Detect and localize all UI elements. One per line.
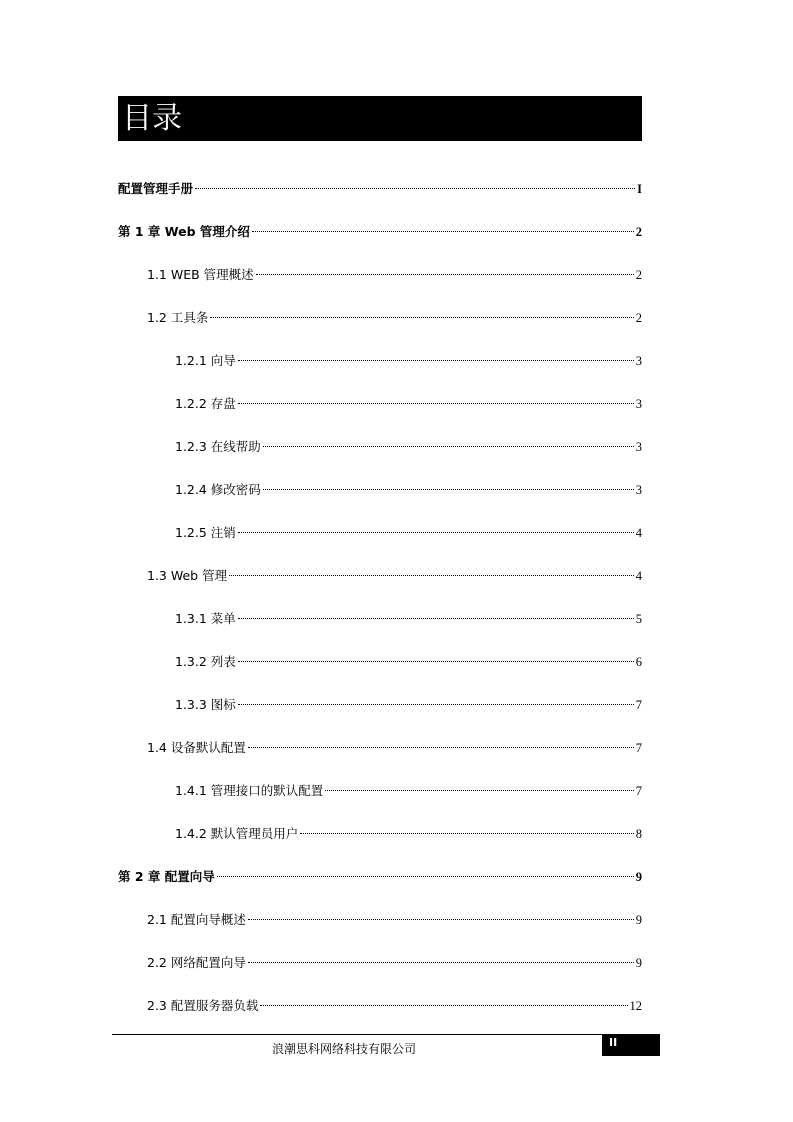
toc-entry[interactable]: [147, 911, 642, 929]
toc-dot-leader: [210, 316, 633, 318]
toc-entry-page: 2: [635, 225, 642, 239]
toc-dot-leader: [238, 359, 634, 361]
toc-entry[interactable]: [147, 567, 642, 585]
toc-entry-title: 1.4.2 默认管理员用户: [175, 826, 299, 841]
toc-entry-page: 7: [635, 784, 642, 798]
toc-entry-title: 1.2.4 修改密码: [175, 482, 261, 497]
toc-entry-title: 1.3.2 列表: [175, 654, 236, 669]
toc-entry-title: 1.2.2 存盘: [175, 396, 236, 411]
toc-dot-leader: [263, 445, 634, 447]
toc-entry[interactable]: [175, 610, 642, 628]
toc-entry[interactable]: [118, 223, 642, 241]
toc-entry-title: 1.3 Web 管理: [147, 568, 228, 583]
toc-entry-title: 2.1 配置向导概述: [147, 912, 246, 927]
toc-entry[interactable]: [118, 180, 642, 198]
toc-entry[interactable]: [175, 782, 642, 800]
toc-dot-leader: [248, 746, 634, 748]
toc-entry-title: 1.3.1 菜单: [175, 611, 236, 626]
toc-entry[interactable]: [175, 438, 642, 456]
toc-entry-page: 3: [635, 483, 642, 497]
toc-dot-leader: [238, 617, 634, 619]
toc-entry-page: 9: [635, 913, 642, 927]
toc-entry-title: 1.3.3 图标: [175, 697, 236, 712]
toc-dot-leader: [252, 230, 634, 232]
toc-title: 目录: [118, 96, 642, 141]
toc-entry-title: 2.2 网络配置向导: [147, 955, 246, 970]
toc-entry-page: 5: [635, 612, 642, 626]
toc-dot-leader: [248, 918, 634, 920]
toc-dot-leader: [229, 574, 634, 576]
toc-dot-leader: [217, 875, 634, 877]
toc-dot-leader: [238, 660, 634, 662]
toc-entry-page: 7: [635, 741, 642, 755]
toc-entry-title: 1.2 工具条: [147, 310, 209, 325]
toc-dot-leader: [238, 531, 634, 533]
toc-entry[interactable]: [147, 997, 642, 1015]
toc-entry-page: 3: [635, 354, 642, 368]
toc-entry-title: 1.1 WEB 管理概述: [147, 267, 254, 282]
toc-entry-title: 第 1 章 Web 管理介绍: [118, 224, 250, 239]
toc-dot-leader: [260, 1004, 627, 1006]
toc-entry-title: 1.4 设备默认配置: [147, 740, 246, 755]
toc-dot-leader: [325, 789, 633, 791]
toc-entry-page: 3: [635, 440, 642, 454]
toc-entry-title: 第 2 章 配置向导: [118, 869, 215, 884]
toc-entry[interactable]: [175, 481, 642, 499]
toc-entry-title: 1.2.1 向导: [175, 353, 236, 368]
toc-entry[interactable]: [175, 825, 642, 843]
toc-entry[interactable]: [147, 309, 642, 327]
toc-entry-page: 9: [635, 956, 642, 970]
toc-dot-leader: [263, 488, 634, 490]
toc-entry-page: I: [637, 182, 642, 196]
toc-entry-title: 配置管理手册: [118, 181, 194, 196]
toc-entry[interactable]: [175, 395, 642, 413]
toc-entry-page: 4: [635, 569, 642, 583]
toc-entry-page: 7: [635, 698, 642, 712]
toc-entry-title: 1.2.5 注销: [175, 525, 236, 540]
footer-page-number: II: [602, 1034, 660, 1056]
toc-entry-title: 1.2.3 在线帮助: [175, 439, 261, 454]
toc-entry-page: 2: [635, 311, 642, 325]
toc-entry[interactable]: [147, 266, 642, 284]
toc-dot-leader: [256, 273, 634, 275]
toc-entry-page: 2: [635, 268, 642, 282]
toc-entry-page: 9: [635, 870, 642, 884]
toc-entry-page: 6: [635, 655, 642, 669]
toc-entry[interactable]: [147, 739, 642, 757]
footer-divider: [112, 1034, 660, 1035]
toc-entry[interactable]: [147, 954, 642, 972]
toc-dot-leader: [238, 703, 634, 705]
toc-entry-page: 8: [635, 827, 642, 841]
toc-entry[interactable]: [175, 524, 642, 542]
toc-dot-leader: [300, 832, 633, 834]
toc-entry-page: 12: [629, 999, 642, 1013]
toc-entry-page: 4: [635, 526, 642, 540]
footer-company-name: 浪潮思科网络科技有限公司: [272, 1042, 417, 1056]
toc-entry-page: 3: [635, 397, 642, 411]
toc-entry[interactable]: [175, 653, 642, 671]
toc-dot-leader: [195, 187, 635, 189]
toc-dot-leader: [238, 402, 634, 404]
toc-entry[interactable]: [175, 696, 642, 714]
toc-entry-title: 2.3 配置服务器负载: [147, 998, 259, 1013]
toc-entry[interactable]: [175, 352, 642, 370]
toc-dot-leader: [248, 961, 634, 963]
toc-entry-title: 1.4.1 管理接口的默认配置: [175, 783, 324, 798]
toc-entry[interactable]: [118, 868, 642, 886]
